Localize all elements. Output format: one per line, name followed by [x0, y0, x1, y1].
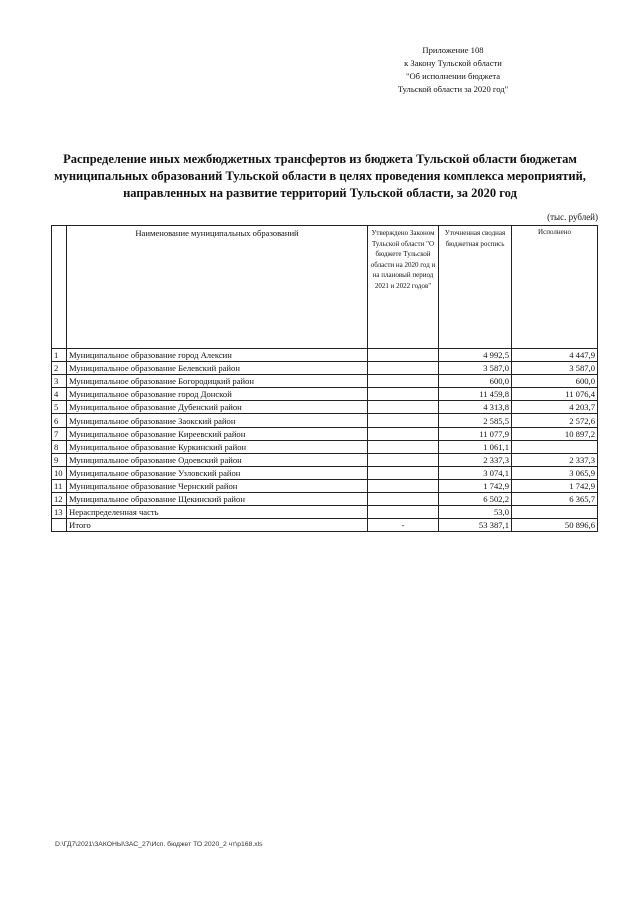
title-line: Распределение иных межбюджетных трансфертов из бюджета Тульской области бюджетам	[63, 152, 577, 166]
cell-approved	[368, 401, 439, 414]
table-total-row	[52, 519, 598, 532]
table-row	[52, 401, 598, 414]
cell-approved	[368, 427, 439, 440]
cell-num: 12	[52, 493, 67, 506]
cell-name: Муниципальное образование Щекинский район	[67, 493, 368, 506]
cell-name: Муниципальное образование Узловский район	[67, 466, 368, 479]
cell-executed: 2 337,3	[512, 453, 598, 466]
cell-num: 1	[52, 349, 67, 362]
cell-specified: 11 459,8	[439, 388, 512, 401]
transfers-table	[51, 225, 598, 532]
units-label: (тыс. рублей)	[547, 212, 598, 222]
cell-num: 6	[52, 414, 67, 427]
cell-executed: 2 572,6	[512, 414, 598, 427]
cell-name: Муниципальное образование Дубенский район	[67, 401, 368, 414]
cell-approved	[368, 388, 439, 401]
cell-name: Муниципальное образование Белевский район	[67, 362, 368, 375]
cell-num: 5	[52, 401, 67, 414]
cell-name: Муниципальное образование Чернский район	[67, 479, 368, 492]
cell-executed	[512, 506, 598, 519]
header-name: Наименование муниципальных образований	[67, 226, 368, 349]
header-number	[52, 226, 67, 349]
cell-num: 2	[52, 362, 67, 375]
cell-specified: 4 992,5	[439, 349, 512, 362]
cell-num: 8	[52, 440, 67, 453]
table-row	[52, 388, 598, 401]
cell-executed: 4 447,9	[512, 349, 598, 362]
cell-executed: 600,0	[512, 375, 598, 388]
document-title	[40, 151, 600, 202]
table-body	[52, 349, 598, 532]
table-row	[52, 375, 598, 388]
table-row	[52, 427, 598, 440]
table-row	[52, 466, 598, 479]
total-specified: 53 387,1	[439, 519, 512, 532]
cell-num: 11	[52, 479, 67, 492]
table-row	[52, 479, 598, 492]
cell-specified: 3 587,0	[439, 362, 512, 375]
cell-name: Муниципальное образование Богородицкий район	[67, 375, 368, 388]
cell-approved	[368, 453, 439, 466]
cell-specified: 3 074,1	[439, 466, 512, 479]
cell-specified: 2 337,3	[439, 453, 512, 466]
table-header-row	[52, 226, 598, 349]
appendix-line: Тульской области за 2020 год"	[397, 84, 509, 94]
cell-approved	[368, 493, 439, 506]
appendix-line: "Об исполнении бюджета	[405, 71, 501, 81]
cell-approved	[368, 440, 439, 453]
cell-approved	[368, 349, 439, 362]
header-approved: Утверждено Законом Тульской области "О бюджете Тульской области на 2020 год и на плановый период 2021 и 2022 годов"	[368, 226, 439, 349]
cell-approved	[368, 375, 439, 388]
cell-specified: 1 742,9	[439, 479, 512, 492]
cell-num: 10	[52, 466, 67, 479]
cell-specified: 53,0	[439, 506, 512, 519]
cell-executed: 1 742,9	[512, 479, 598, 492]
cell-executed: 11 076,4	[512, 388, 598, 401]
title-line: направленных на развитие территорий Тульской области, за 2020 год	[123, 186, 517, 200]
cell-approved	[368, 506, 439, 519]
cell-name: Нераспределенная часть	[67, 506, 368, 519]
cell-specified: 600,0	[439, 375, 512, 388]
cell-specified: 1 061,1	[439, 440, 512, 453]
cell-num: 4	[52, 388, 67, 401]
title-line: муниципальных образований Тульской области в целях проведения комплекса мероприятий,	[54, 169, 586, 183]
cell-num: 7	[52, 427, 67, 440]
cell-specified: 4 313,8	[439, 401, 512, 414]
cell-name: Муниципальное образование город Алексин	[67, 349, 368, 362]
cell-specified: 11 077,9	[439, 427, 512, 440]
cell-executed: 3 587,0	[512, 362, 598, 375]
cell-executed: 3 065,9	[512, 466, 598, 479]
cell-num: 13	[52, 506, 67, 519]
cell-specified: 2 585,5	[439, 414, 512, 427]
cell-approved	[368, 362, 439, 375]
table-row	[52, 453, 598, 466]
table-row	[52, 362, 598, 375]
cell-executed	[512, 440, 598, 453]
table-row	[52, 349, 598, 362]
cell-executed: 6 365,7	[512, 493, 598, 506]
table-row	[52, 506, 598, 519]
table-row	[52, 414, 598, 427]
cell-name: Муниципальное образование Киреевский район	[67, 427, 368, 440]
total-executed: 50 896,6	[512, 519, 598, 532]
cell-num: 3	[52, 375, 67, 388]
total-approved: -	[368, 519, 439, 532]
appendix-line: Приложение 108	[422, 45, 484, 55]
cell-approved	[368, 466, 439, 479]
cell-name: Муниципальное образование Куркинский район	[67, 440, 368, 453]
cell-name: Муниципальное образование город Донской	[67, 388, 368, 401]
table-row	[52, 493, 598, 506]
appendix-note	[353, 44, 553, 96]
cell-executed: 4 203,7	[512, 401, 598, 414]
header-executed: Исполнено	[512, 226, 598, 349]
cell-approved	[368, 414, 439, 427]
table-row	[52, 440, 598, 453]
cell-approved	[368, 479, 439, 492]
cell-num: 9	[52, 453, 67, 466]
total-name: Итого	[67, 519, 368, 532]
cell-specified: 6 502,2	[439, 493, 512, 506]
header-specified: Уточненная сводная бюджетная роспись	[439, 226, 512, 349]
cell-executed: 10 897,2	[512, 427, 598, 440]
appendix-line: к Закону Тульской области	[404, 58, 502, 68]
cell-name: Муниципальное образование Одоевский район	[67, 453, 368, 466]
file-path-footer: D:\ГД7\2021\ЗАКОНЫ\ЗАС_27\Исп. бюджет ТО 2020_2 чт\р168.xls	[55, 841, 263, 848]
cell-num	[52, 519, 67, 532]
cell-name: Муниципальное образование Заокский район	[67, 414, 368, 427]
